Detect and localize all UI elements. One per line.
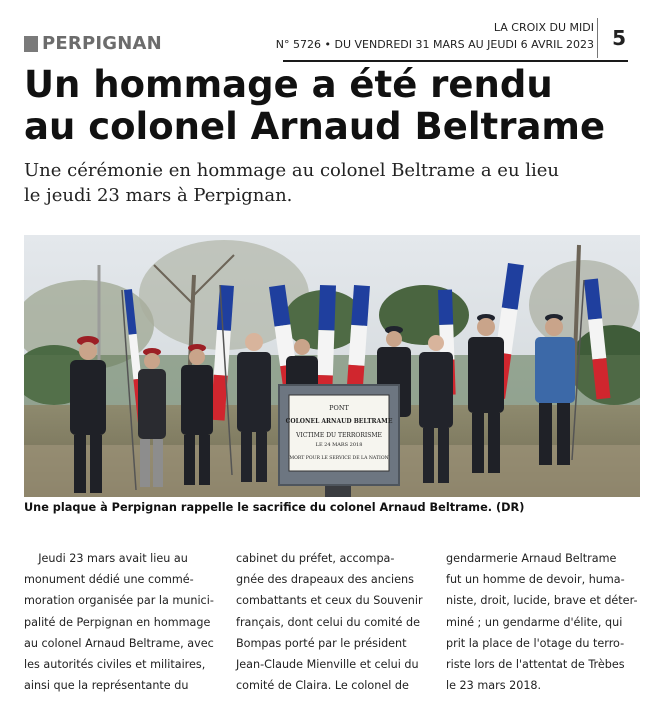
subhead (24, 158, 624, 208)
body-line: Jean-Claude Mienville et celui du (236, 658, 419, 672)
body-line: palité de Perpignan en hommage (24, 615, 211, 629)
photo-caption: Une plaque à Perpignan rappelle le sacrifice du colonel Arnaud Beltrame. (DR) (24, 501, 525, 514)
body-line: les autorités civiles et militaires, (24, 658, 206, 672)
plaque-line: LE 24 MARS 2018 (315, 442, 363, 448)
headline-line: Un hommage a été rendu (24, 63, 553, 106)
body-line: miné ; un gendarme d'élite, qui (446, 615, 623, 629)
plaque-line: COLONEL ARNAUD BELTRAME (285, 418, 393, 425)
page-number: 5 (612, 26, 626, 50)
body-line: Bompas porté par le président (236, 636, 407, 650)
masthead (275, 18, 628, 62)
body-column-3 (446, 548, 638, 696)
section-label: PERPIGNAN (42, 33, 162, 54)
body-line: monument dédié une commé- (24, 573, 194, 587)
body-line: gendarmerie Arnaud Beltrame (446, 552, 617, 565)
body-line: niste, droit, lucide, brave et déter- (446, 594, 638, 608)
body-line: ainsi que la représentante du (24, 679, 189, 693)
body-line: prit la place de l'otage du terro- (446, 636, 625, 650)
body-line: combattants et ceux du Souvenir (236, 594, 423, 608)
headline (24, 64, 605, 148)
body-line: moration organisée par la munici- (24, 594, 214, 608)
plaque-line: MORT POUR LE SERVICE DE LA NATION (289, 456, 389, 461)
plaque (279, 385, 399, 497)
section-tag (24, 33, 162, 54)
body-line: Jeudi 23 mars avait lieu au (24, 552, 188, 565)
body-line: au colonel Arnaud Beltrame, avec (24, 636, 214, 650)
headline-line: au colonel Arnaud Beltrame (24, 105, 606, 148)
body-line: riste lors de l'attentat de Trèbes (446, 658, 625, 672)
body-line: le 23 mars 2018. (446, 679, 542, 693)
plaque-line: VICTIME DU TERRORISME (296, 432, 382, 439)
masthead-title: LA CROIX DU MIDI (493, 21, 594, 34)
masthead-divider (597, 18, 598, 58)
body-line: fut un homme de devoir, huma- (446, 573, 625, 587)
body-line: cabinet du préfet, accompa- (236, 552, 395, 565)
section-square-icon (24, 36, 38, 52)
subhead-line: le jeudi 23 mars à Perpignan. (24, 185, 293, 206)
body-line: français, dont celui du comité de (236, 615, 420, 629)
ceremony-photo (24, 235, 640, 497)
article-photo (24, 235, 640, 497)
subhead-line: Une cérémonie en hommage au colonel Beltrame a eu lieu (24, 160, 560, 181)
body-column-2 (236, 548, 428, 696)
body-column-1 (24, 548, 216, 696)
body-line: gnée des drapeaux des anciens (236, 573, 414, 587)
body-line: comité de Claira. Le colonel de (236, 679, 409, 693)
plaque-line: PONT (329, 404, 349, 412)
masthead-issue: N° 5726 • DU VENDREDI 31 MARS AU JEUDI 6 AVRIL 2023 (275, 38, 594, 51)
